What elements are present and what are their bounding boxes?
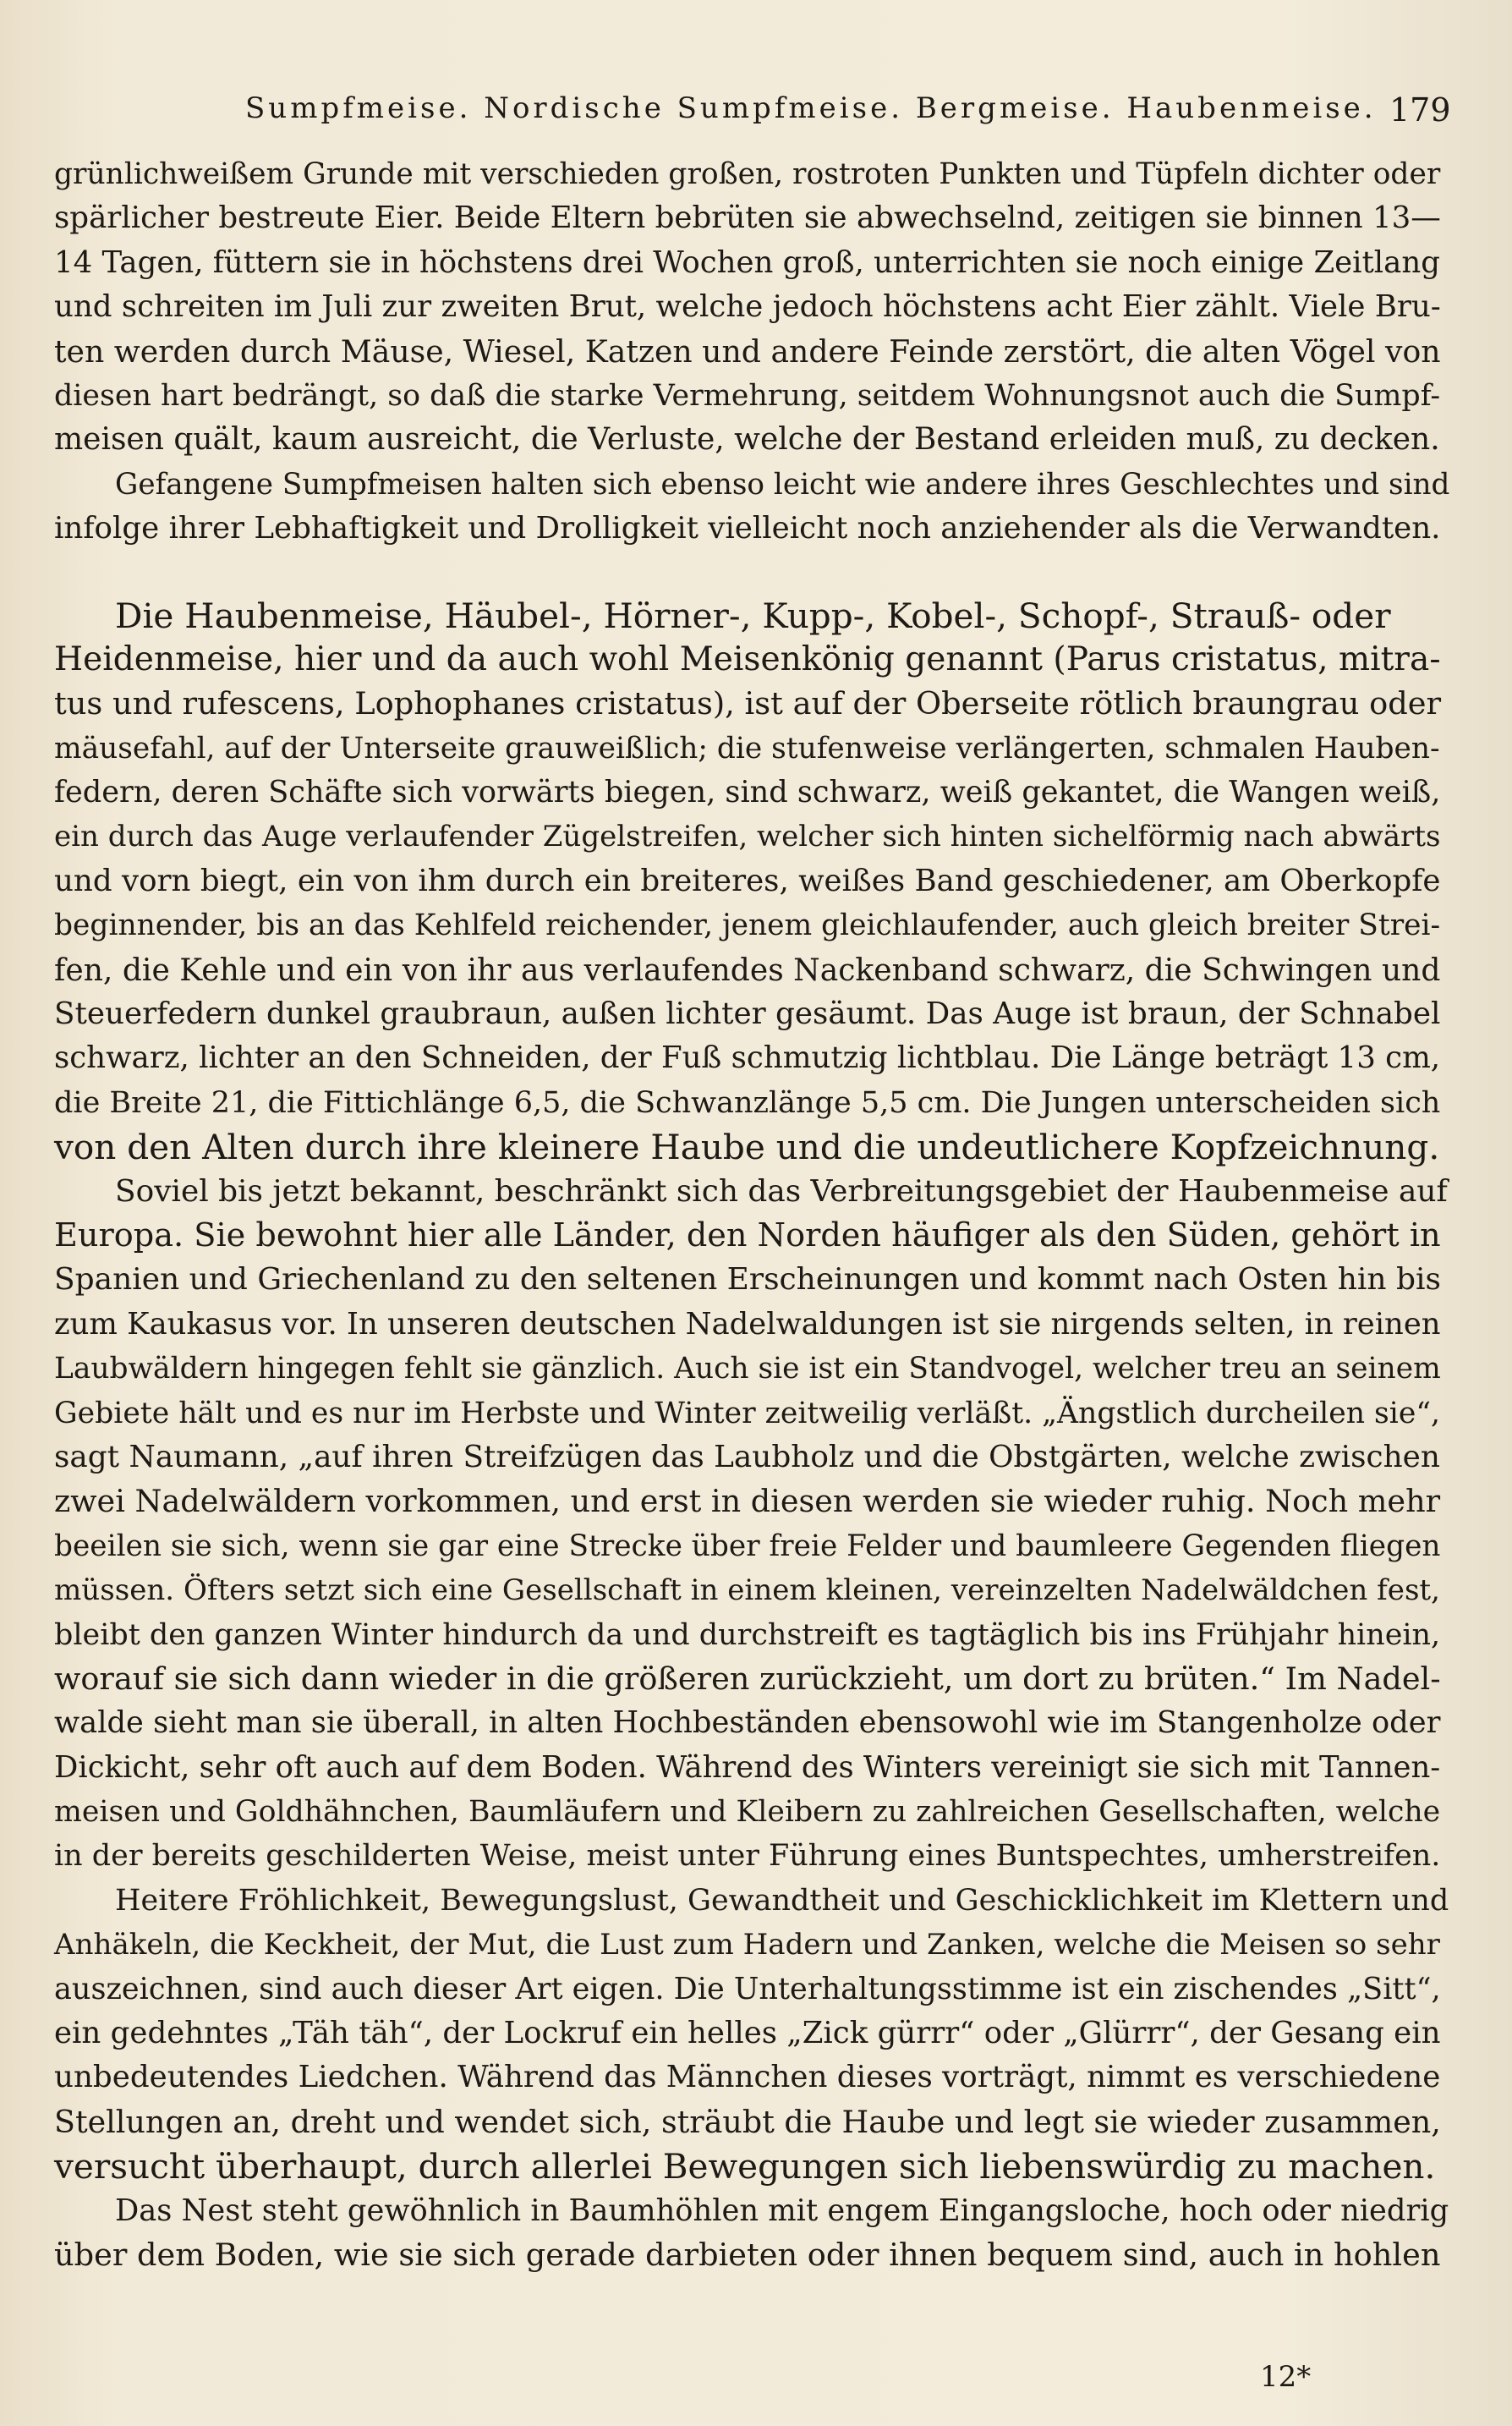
text-line: spärlicher bestreute Eier. Beide Eltern bebrüten sie abwechselnd, zeitigen sie binnen 13— <box>54 200 1441 236</box>
text-line: unbedeutendes Liedchen. Während das Männchen dieses vorträgt, nimmt es verschiedene <box>54 2060 1441 2095</box>
text-line: zwei Nadelwäldern vorkommen, und erst in diesen werden sie wieder ruhig. Noch mehr <box>54 1483 1441 1520</box>
text-line: und schreiten im Juli zur zweiten Brut, welche jedoch höchstens acht Eier zählt. Viele Bru- <box>54 289 1441 325</box>
text-line: meisen und Goldhähnchen, Baumläufern und Kleibern zu zahlreichen Gesellschaften, welche <box>54 1795 1441 1830</box>
text-line: infolge ihrer Lebhaftigkeit und Drolligkeit vielleicht noch anziehender als die Verwandten. <box>54 511 1441 546</box>
text-line: bleibt den ganzen Winter hindurch da und durchstreift es tagtäglich bis ins Frühjahr hinein, <box>54 1617 1441 1652</box>
text-line: die Breite 21, die Fittichlänge 6,5, die Schwanzlänge 5,5 cm. Die Jungen unterscheiden sich <box>54 1085 1441 1120</box>
text-line: schwarz, lichter an den Schneiden, der Fuß schmutzig lichtblau. Die Länge beträgt 13 cm, <box>54 1040 1441 1076</box>
text-line: Heitere Fröhlichkeit, Bewegungslust, Gewandtheit und Geschicklichkeit im Klettern und <box>115 1883 1449 1918</box>
text-line: diesen hart bedrängt, so daß die starke Vermehrung, seitdem Wohnungsnot auch die Sumpf- <box>54 378 1441 413</box>
text-line: Europa. Sie bewohnt hier alle Länder, den Norden häufiger als den Süden, gehört in <box>54 1216 1441 1254</box>
text-line: ein gedehntes „Täh täh“, der Lockruf ein helles „Zick gürrr“ oder „Glürrr“, der Gesang ein <box>54 2016 1441 2051</box>
text-line: meisen quält, kaum ausreicht, die Verluste, welche der Bestand erleiden muß, zu decken. <box>54 422 1440 458</box>
paragraph-gap <box>54 552 1441 594</box>
signature-mark: 12* <box>1260 2360 1312 2394</box>
text-line: ein durch das Auge verlaufender Zügelstreifen, welcher sich hinten sichelförmig nach abwärts <box>54 820 1441 854</box>
text-line: zum Kaukasus vor. In unseren deutschen Nadelwaldungen ist sie nirgends selten, in reinen <box>54 1306 1441 1342</box>
text-line: Steuerfedern dunkel graubraun, außen lichter gesäumt. Das Auge ist braun, der Schnabel <box>54 996 1441 1032</box>
text-line: sagt Naumann, „auf ihren Streifzügen das Laubholz und die Obstgärten, welche zwischen <box>54 1439 1440 1474</box>
text-line: Heidenmeise, hier und da auch wohl Meisenkönig genannt (Parus cristatus, mitra- <box>54 639 1441 678</box>
text-line: worauf sie sich dann wieder in die größeren zurückzieht, um dort zu brüten.“ Im Nadel- <box>54 1660 1441 1697</box>
text-line: über dem Boden, wie sie sich gerade darbieten oder ihnen bequem sind, auch in hohlen <box>54 2236 1441 2273</box>
text-line: mäusefahl, auf der Unterseite grauweißlich; die stufenweise verlängerten, schmalen Hauben- <box>54 731 1440 766</box>
text-line: Die Haubenmeise, Häubel-, Hörner-, Kupp-, Kobel-, Schopf-, Strauß- oder <box>115 595 1391 636</box>
text-line: fen, die Kehle und ein von ihr aus verlaufendes Nackenband schwarz, die Schwingen und <box>54 952 1441 988</box>
running-head: Sumpfmeise. Nordische Sumpfmeise. Bergmeise. Haubenmeise. <box>245 91 1377 125</box>
text-line: Das Nest steht gewöhnlich in Baumhöhlen mit engem Eingangsloche, hoch oder niedrig <box>115 2193 1449 2228</box>
text-line: Gefangene Sumpfmeisen halten sich ebenso leicht wie andere ihres Geschlechtes und sind <box>115 467 1450 502</box>
text-line: walde sieht man sie überall, in alten Hochbeständen ebensowohl wie im Stangenholze oder <box>54 1705 1441 1741</box>
text-line: grünlichweißem Grunde mit verschieden großen, rostroten Punkten und Tüpfeln dichter oder <box>54 157 1441 191</box>
text-line: Dickicht, sehr oft auch auf dem Boden. Während des Winters vereinigt sie sich mit Tannen- <box>54 1749 1441 1785</box>
text-line: Stellungen an, dreht und wendet sich, sträubt die Haube und legt sie wieder zusammen, <box>54 2103 1441 2140</box>
body-text <box>54 152 1450 2277</box>
page-number: 179 <box>1389 91 1451 129</box>
text-line: von den Alten durch ihre kleinere Haube und die undeutlichere Kopfzeichnung. <box>54 1127 1440 1168</box>
text-line: Spanien und Griechenland zu den seltenen Erscheinungen und kommt nach Osten hin bis <box>54 1262 1441 1298</box>
text-line: in der bereits geschilderten Weise, meist unter Führung eines Buntspechtes, umherstreifen. <box>54 1839 1441 1874</box>
text-line: Soviel bis jetzt bekannt, beschränkt sich das Verbreitungsgebiet der Haubenmeise auf <box>115 1173 1448 1209</box>
text-line: Gebiete hält und es nur im Herbste und Winter zeitweilig verläßt. „Ängstlich durcheilen sie“, <box>54 1396 1441 1430</box>
text-line: müssen. Öfters setzt sich eine Gesellschaft in einem kleinen, vereinzelten Nadelwäldchen fest, <box>54 1573 1440 1608</box>
text-line: federn, deren Schäfte sich vorwärts biegen, sind schwarz, weiß gekantet, die Wangen weiß, <box>54 775 1441 810</box>
text-line: versucht überhaupt, durch allerlei Bewegungen sich liebenswürdig zu machen. <box>54 2146 1436 2187</box>
text-line: Laubwäldern hingegen fehlt sie gänzlich. Auch sie ist ein Standvogel, welcher treu an seinem <box>54 1352 1441 1386</box>
text-line: auszeichnen, sind auch dieser Art eigen. Die Unterhaltungsstimme ist ein zischendes „Sitt“, <box>54 1971 1441 2006</box>
text-line: ten werden durch Mäuse, Wiesel, Katzen und andere Feinde zerstört, die alten Vögel von <box>54 332 1441 370</box>
text-line: Anhäkeln, die Keckheit, der Mut, die Lust zum Hadern und Zanken, welche die Meisen so sehr <box>54 1928 1440 1962</box>
text-line: 14 Tagen, füttern sie in höchstens drei Wochen groß, unterrichten sie noch einige Zeitlang <box>54 244 1440 280</box>
text-line: und vorn biegt, ein von ihm durch ein breiteres, weißes Band geschiedener, am Oberkopfe <box>54 863 1441 898</box>
text-line: beeilen sie sich, wenn sie gar eine Strecke über freie Felder und baumleere Gegenden fliegen <box>54 1529 1441 1563</box>
text-line: beginnender, bis an das Kehlfeld reichender, jenem gleichlaufender, auch gleich breiter Strei- <box>54 908 1441 943</box>
text-line: tus und rufescens, Lophophanes cristatus), ist auf der Oberseite rötlich braungrau oder <box>54 685 1442 722</box>
